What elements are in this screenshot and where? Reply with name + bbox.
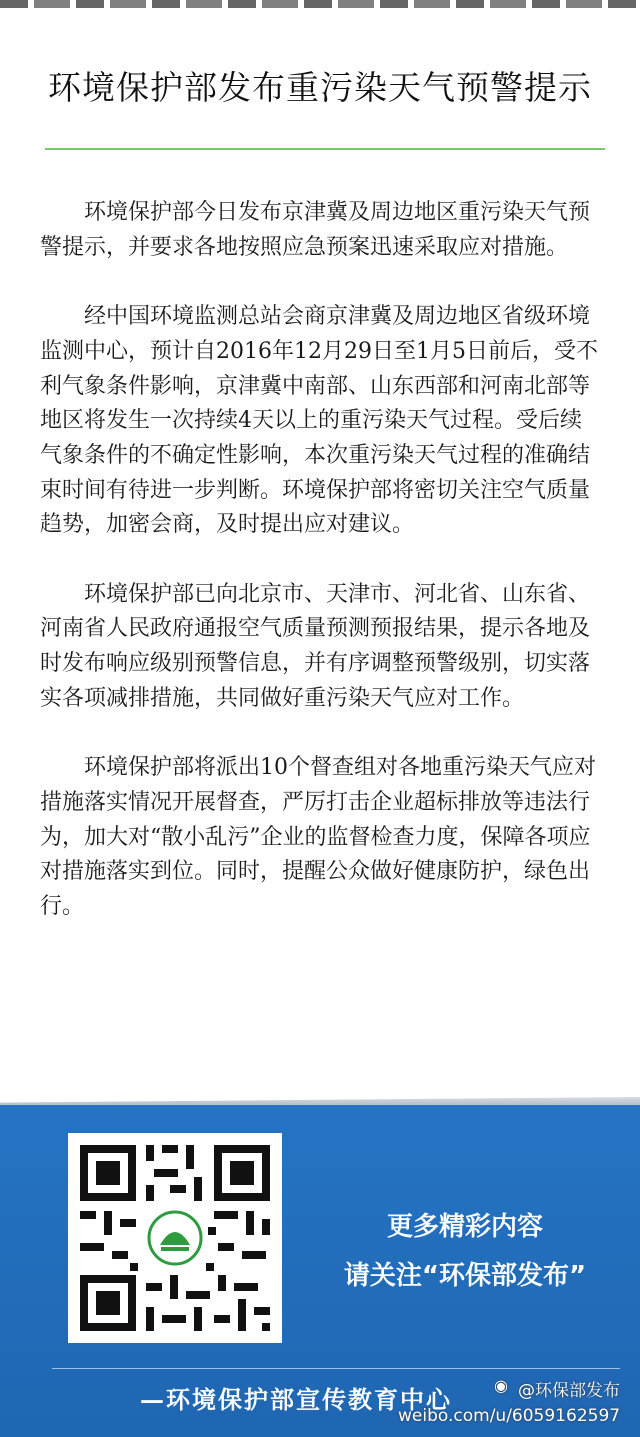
weibo-icon: ◉ xyxy=(494,1376,508,1395)
paragraph-2: 经中国环境监测总站会商京津冀及周边地区省级环境监测中心，预计自2016年12月29日至1月5日前后，受不利气象条件影响，京津冀中南部、山东西部和河南北部等地区将发生一次持续4天以上的重污染天气过程。受后续气象条件的不确定性影响，本次重污染天气过程的准确结束时间有待进一步判断。环境保护部将密切关注空气质量趋势，加密会商，及时提出应对建议。 xyxy=(40,304,598,538)
paragraph-1: 环境保护部今日发布京津冀及周边地区重污染天气预警提示，并要求各地按照应急预案迅速采取应对措施。 xyxy=(40,200,591,260)
paragraph-4: 环境保护部将派出10个督查组对各地重污染天气应对措施落实情况开展督查，严厉打击企业超标排放等违法行为，加大对“散小乱污”企业的监督检查力度，保障各项应对措施落实到位。同时，提醒公众做好健康防护，绿色出行。 xyxy=(40,755,596,920)
department-signature: —环境保护部宣传教育中心 xyxy=(140,1385,452,1414)
title-divider xyxy=(45,148,605,150)
paragraph-3: 环境保护部已向北京市、天津市、河北省、山东省、河南省人民政府通报空气质量预测预报结果，提示各地及时发布响应级别预警信息，并有序调整预警级别，切实落实各项减排措施，共同做好重污染天气应对工作。 xyxy=(40,581,591,711)
promo-line-2: 请关注“环保部发布” xyxy=(343,1261,587,1291)
top-cropped-strip xyxy=(0,0,640,8)
article-title: 环境保护部发布重污染天气预警提示 xyxy=(48,68,592,107)
promo-line-1: 更多精彩内容 xyxy=(386,1212,543,1242)
watermark-url[interactable]: weibo.com/u/6059162597 xyxy=(398,1406,621,1426)
footer-divider xyxy=(52,1368,620,1369)
article-body xyxy=(40,196,600,959)
watermark-handle[interactable]: @环保部发布 xyxy=(518,1381,620,1401)
qr-code-icon[interactable] xyxy=(68,1133,282,1343)
